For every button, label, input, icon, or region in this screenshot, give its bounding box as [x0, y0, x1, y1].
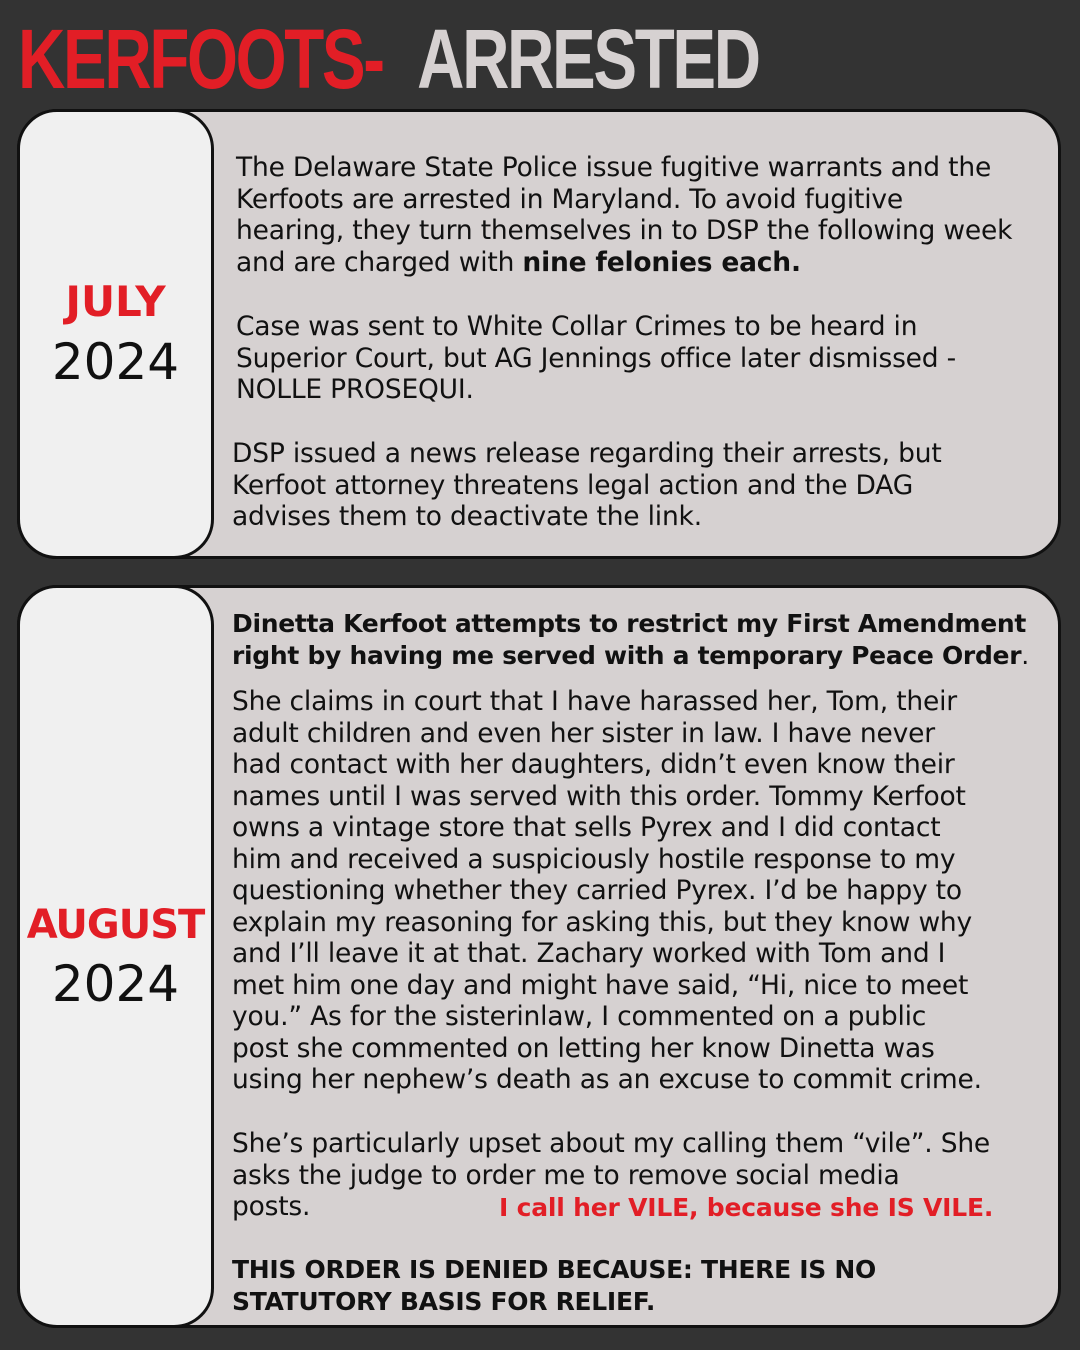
event-paragraph-vile [232, 1128, 1038, 1223]
year-label: 2024 [51, 954, 180, 1013]
event-paragraph-order-denied [232, 1254, 1038, 1318]
dismissal-text: Case was sent to White Collar Crimes to be heard in Superior Court, but AG Jennings office later dismissed - NOLLE PROSEQUI. [236, 311, 956, 405]
warrants-text: The Delaware State Police issue fugitive warrants and the Kerfoots are arrested in Maryland. To avoid fugitive hearing, they turn themselves in to DSP the following week and are charged with [236, 152, 1013, 278]
month-label: AUGUST [26, 901, 205, 948]
date-tab-august [17, 585, 214, 1328]
timeline-card-august-2024 [17, 585, 1061, 1328]
event-paragraph-news-release [232, 438, 1038, 533]
event-paragraph-peace-order [232, 608, 1038, 672]
peace-order-period: . [1021, 641, 1029, 670]
peace-order-text: Dinetta Kerfoot attempts to restrict my First Amendment right by having me served with a temporary Peace Order [232, 609, 1027, 670]
event-paragraph-warrants [236, 152, 1038, 278]
event-paragraph-dismissal [236, 311, 1038, 406]
title-name: KERFOOTS- [18, 12, 383, 106]
event-paragraph-harassment-claims [232, 686, 1038, 1096]
felonies-emphasis: nine felonies each. [522, 246, 801, 278]
date-tab-july [17, 109, 214, 559]
page-title [18, 12, 759, 106]
vile-text: She’s particularly upset about my calling them “vile”. She asks the judge to order me to remove social media posts. [232, 1128, 991, 1222]
vile-statement: I call her VILE, because she IS VILE. [499, 1193, 994, 1222]
month-label: JULY [65, 277, 166, 326]
title-status: ARRESTED [417, 12, 759, 106]
news-release-text: DSP issued a news release regarding their arrests, but Kerfoot attorney threatens legal action and the DAG advises them to deactivate the link. [232, 438, 942, 532]
timeline-card-july-2024 [17, 109, 1061, 559]
harassment-claims-text: She claims in court that I have harassed her, Tom, their adult children and even her sister in law. I have never had contact with her daughters, didn’t even know their names until I was served with this order. Tommy Kerfoot owns a vintage store that sells Pyrex and I did contact him and received a suspiciously hostile response to my questioning whether they carried Pyrex. I’d be happy to explain my reasoning for asking this, but they know why and I’ll leave it at that. Zachary worked with Tom and I met him one day and might have said, “Hi, nice to meet you.” As for the sisterinlaw, I commented on a public post she commented on letting her know Dinetta was using her nephew’s death as an excuse to commit crime. [232, 686, 982, 1095]
year-label: 2024 [51, 333, 180, 391]
order-denied-text: THIS ORDER IS DENIED BECAUSE: THERE IS NO STATUTORY BASIS FOR RELIEF. [232, 1255, 876, 1316]
